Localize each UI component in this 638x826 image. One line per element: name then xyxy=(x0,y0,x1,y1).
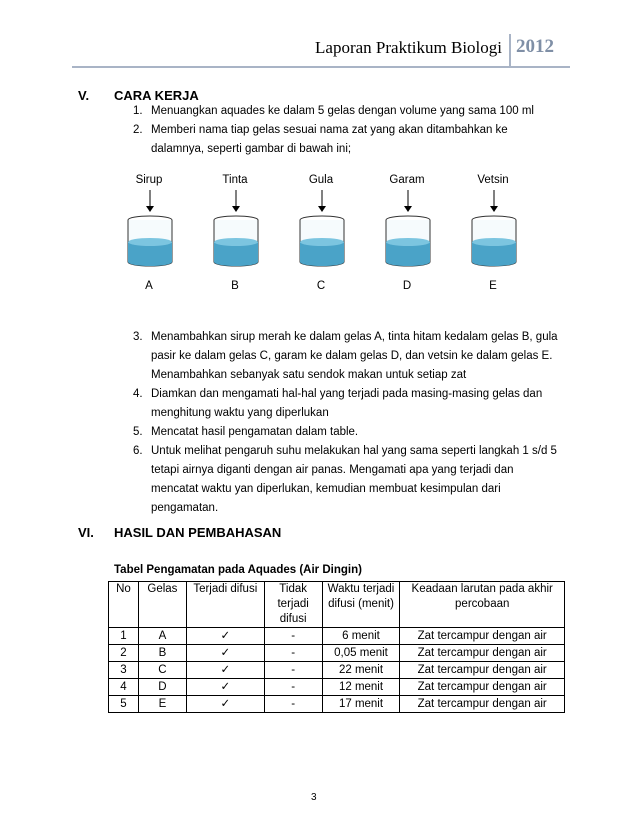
glass-letter: D xyxy=(402,280,412,292)
table-row: 3 C ✓ - 22 menit Zat tercampur dengan air xyxy=(109,662,565,679)
glass-label: Tinta xyxy=(222,174,248,186)
col-header-no: No xyxy=(109,582,139,628)
header-divider xyxy=(509,34,511,66)
header-year: 2012 xyxy=(516,36,554,57)
header-title: Laporan Praktikum Biologi xyxy=(315,38,502,57)
check-icon: ✓ xyxy=(186,679,264,696)
glass-a xyxy=(114,174,184,292)
glass-label: Garam xyxy=(389,174,425,186)
table-row: 2 B ✓ - 0,05 menit Zat tercampur dengan air xyxy=(109,645,565,662)
glasses-diagram xyxy=(108,174,538,304)
col-header-waktu: Waktu terjadi difusi (menit) xyxy=(322,582,400,628)
section-5-number: V. xyxy=(78,88,90,103)
col-header-terjadi: Terjadi difusi xyxy=(186,582,264,628)
beaker-icon xyxy=(210,190,260,276)
table-caption: Tabel Pengamatan pada Aquades (Air Dingin) xyxy=(114,564,362,576)
glass-c xyxy=(286,174,356,292)
table-row: 4 D ✓ - 12 menit Zat tercampur dengan air xyxy=(109,679,565,696)
table-header-row xyxy=(109,582,565,628)
glass-letter: E xyxy=(489,280,497,292)
step-item: 2. Memberi nama tiap gelas sesuai nama zat yang akan ditambahkan ke dalamnya, seperti gambar di bawah ini; xyxy=(133,124,508,155)
glass-b xyxy=(200,174,270,292)
beaker-icon xyxy=(382,190,432,276)
section-6-title: HASIL DAN PEMBAHASAN xyxy=(114,525,282,540)
step-item: 3. Menambahkan sirup merah ke dalam gelas A, tinta hitam kedalam gelas B, gula pasir ke dalam gelas C, garam ke dalam gelas D, dan vetsin ke dalam gelas E. Menambahkan sebanyak satu sendok makan untuk setiap zat xyxy=(133,331,558,381)
col-header-keadaan: Keadaan larutan pada akhir percobaan xyxy=(400,582,565,628)
check-icon: ✓ xyxy=(186,628,264,645)
steps-list-b xyxy=(133,328,563,518)
step-item: 4. Diamkan dan mengamati hal-hal yang terjadi pada masing-masing gelas dan menghitung waktu yang diperlukan xyxy=(133,388,543,419)
glass-label: Vetsin xyxy=(477,174,509,186)
beaker-icon xyxy=(296,190,346,276)
glass-letter: A xyxy=(145,280,153,292)
glass-e xyxy=(458,174,528,292)
col-header-tidak: Tidak terjadi difusi xyxy=(264,582,322,628)
glass-label: Gula xyxy=(308,174,334,186)
section-5-title: CARA KERJA xyxy=(114,88,199,103)
observation-table xyxy=(108,581,565,713)
step-item: 6. Untuk melihat pengaruh suhu melakukan hal yang sama seperti langkah 1 s/d 5 tetapi airnya diganti dengan air panas. Mengamati apa yang terjadi dan mencatat waktu yan diperlukan, kemudian membuat kesimpulan dari pengamatan. xyxy=(133,445,557,514)
table-row: 1 A ✓ - 6 menit Zat tercampur dengan air xyxy=(109,628,565,645)
glass-d xyxy=(372,174,442,292)
col-header-gelas: Gelas xyxy=(138,582,186,628)
table-row: 5 E ✓ - 17 menit Zat tercampur dengan air xyxy=(109,696,565,713)
check-icon: ✓ xyxy=(186,696,264,713)
steps-list-a xyxy=(133,102,563,159)
glass-letter: C xyxy=(316,280,326,292)
check-icon: ✓ xyxy=(186,645,264,662)
page-number: 3 xyxy=(311,792,317,803)
step-item: 5. Mencatat hasil pengamatan dalam table. xyxy=(133,426,359,438)
beaker-icon xyxy=(124,190,174,276)
header-rule xyxy=(72,66,570,68)
glass-label: Sirup xyxy=(135,174,163,186)
beaker-icon xyxy=(468,190,518,276)
step-item: 1. Menuangkan aquades ke dalam 5 gelas dengan volume yang sama 100 ml xyxy=(133,105,534,117)
glass-letter: B xyxy=(231,280,239,292)
check-icon: ✓ xyxy=(186,662,264,679)
section-6-number: VI. xyxy=(78,525,94,540)
